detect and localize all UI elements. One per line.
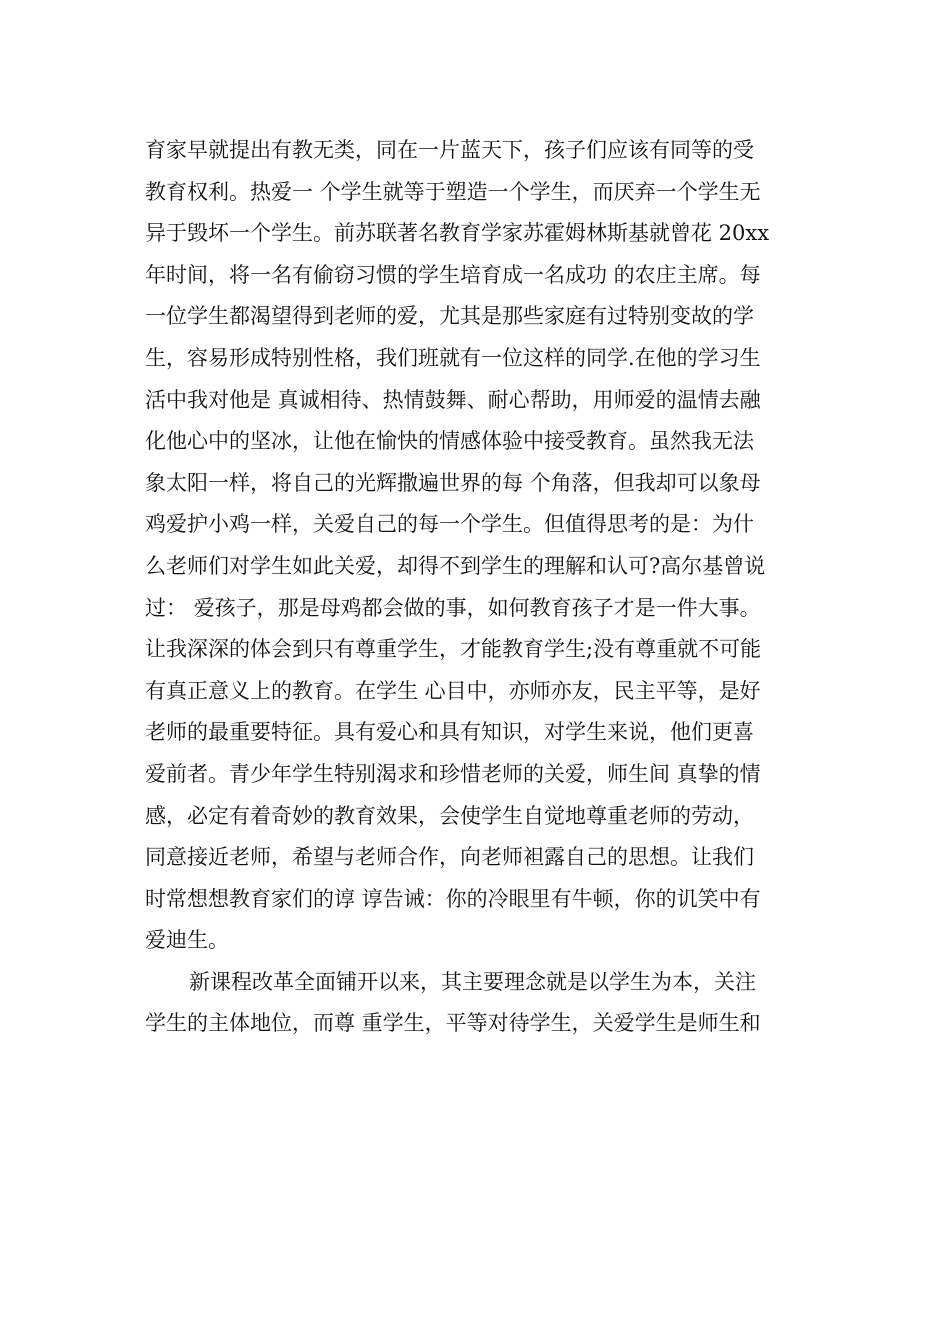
text-line: 鸡爱护小鸡一样，关爱自己的每一个学生。但值得思考的是：为什	[145, 512, 754, 537]
text-line: 化他心中的坚冰，让他在愉快的情感体验中接受教育。虽然我无法	[145, 429, 754, 454]
text-line: 育家早就提出有教无类，同在一片蓝天下，孩子们应该有同等的受	[145, 138, 754, 162]
body-text	[145, 130, 810, 1045]
text-line: 有真正意义上的教育。在学生 心目中，亦师亦友，民主平等，是好	[145, 678, 761, 703]
text-line: 生，容易形成特别性格，我们班就有一位这样的同学.在他的学习生	[145, 345, 761, 370]
text-line: 让我深深的体会到只有尊重学生，才能教育学生;没有尊重就不可能	[145, 637, 762, 662]
text-line: 么老师们对学生如此关爱，却得不到学生的理解和认可?高尔基曾说	[145, 553, 766, 578]
text-line: 教育权利。热爱一 个学生就等于塑造一个学生，而厌弃一个学生无	[145, 179, 761, 204]
text-line: 爱前者。青少年学生特别渴求和珍惜老师的关爱，师生间 真挚的情	[145, 761, 761, 786]
text-line: 老师的最重要特征。具有爱心和具有知识，对学生来说，他们更喜	[145, 720, 754, 745]
text-line: 感，必定有着奇妙的教育效果，会使学生自觉地尊重老师的劳动，	[145, 803, 754, 828]
paragraph-start-line: 新课程改革全面铺开以来，其主要理念就是以学生为本，关注	[189, 969, 756, 994]
text-line: 年时间，将一名有偷窃习惯的学生培育成一名成功 的农庄主席。每	[145, 262, 761, 287]
text-line: 一位学生都渴望得到老师的爱，尤其是那些家庭有过特别变故的学	[145, 304, 754, 329]
text-line: 爱迪生。	[145, 928, 229, 953]
text-line: 过： 爱孩子，那是母鸡都会做的事，如何教育孩子才是一件大事。	[145, 595, 761, 620]
text-line: 学生的主体地位，而尊 重学生，平等对待学生，关爱学生是师生和	[145, 1011, 761, 1036]
text-line: 异于毁坏一个学生。前苏联著名教育学家苏霍姆林斯基就曾花 20xx	[145, 221, 770, 246]
text-line: 时常想想教育家们的谆 谆告诫：你的冷眼里有牛顿，你的讥笑中有	[145, 886, 761, 911]
text-line: 象太阳一样，将自己的光辉撒遍世界的每 个角落，但我却可以象母	[145, 470, 761, 495]
text-line: 活中我对他是 真诚相待、热情鼓舞、耐心帮助，用师爱的温情去融	[145, 387, 761, 412]
text-line: 同意接近老师，希望与老师合作，向老师袒露自己的思想。让我们	[145, 845, 754, 870]
